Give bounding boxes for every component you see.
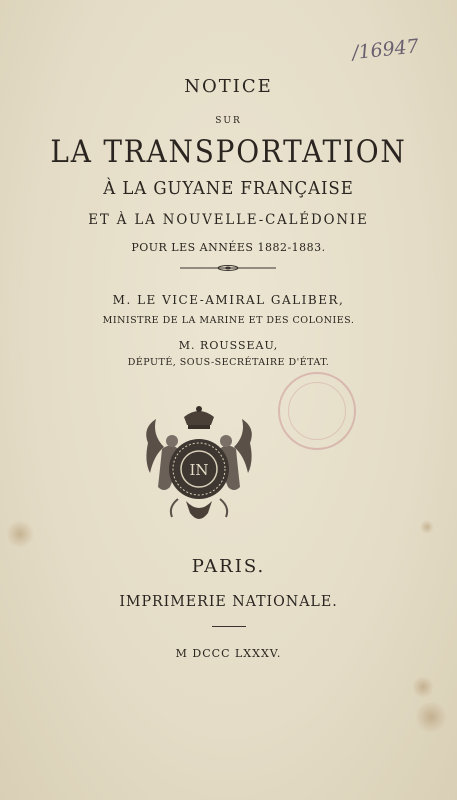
imperial-crest-icon [138,403,260,528]
title-sur: SUR [215,116,242,126]
foxing-spot [6,520,34,548]
imprint-printer: IMPRIMERIE NATIONALE. [119,592,338,610]
author-2-role: DÉPUTÉ, SOUS-SECRÉTAIRE D'ÉTAT. [127,357,330,368]
subtitle-guyane: À LA GUYANE FRANÇAISE [103,178,354,199]
handwritten-shelfmark: /16947 [351,35,420,65]
library-stamp [278,372,356,450]
imprint-city: PARIS. [191,556,266,577]
main-title: LA TRANSPORTATION [50,134,407,170]
foxing-spot [416,700,446,734]
emblem-monogram: IN [189,461,209,479]
author-1-role: MINISTRE DE LA MARINE ET DES COLONIES. [102,315,355,326]
author-1-name: M. LE VICE-AMIRAL GALIBER, [112,293,345,307]
ornamental-rule-icon [178,264,278,272]
subtitle-years: POUR LES ANNÉES 1882-1883. [131,241,326,254]
imprint-year: M DCCC LXXXV. [175,647,282,660]
title-notice: NOTICE [184,76,273,97]
divider [212,626,246,627]
foxing-spot [420,520,434,534]
subtitle-caledonie: ET À LA NOUVELLE-CALÉDONIE [88,212,369,228]
author-2-name: M. ROUSSEAU, [178,339,279,352]
foxing-spot [412,676,434,698]
